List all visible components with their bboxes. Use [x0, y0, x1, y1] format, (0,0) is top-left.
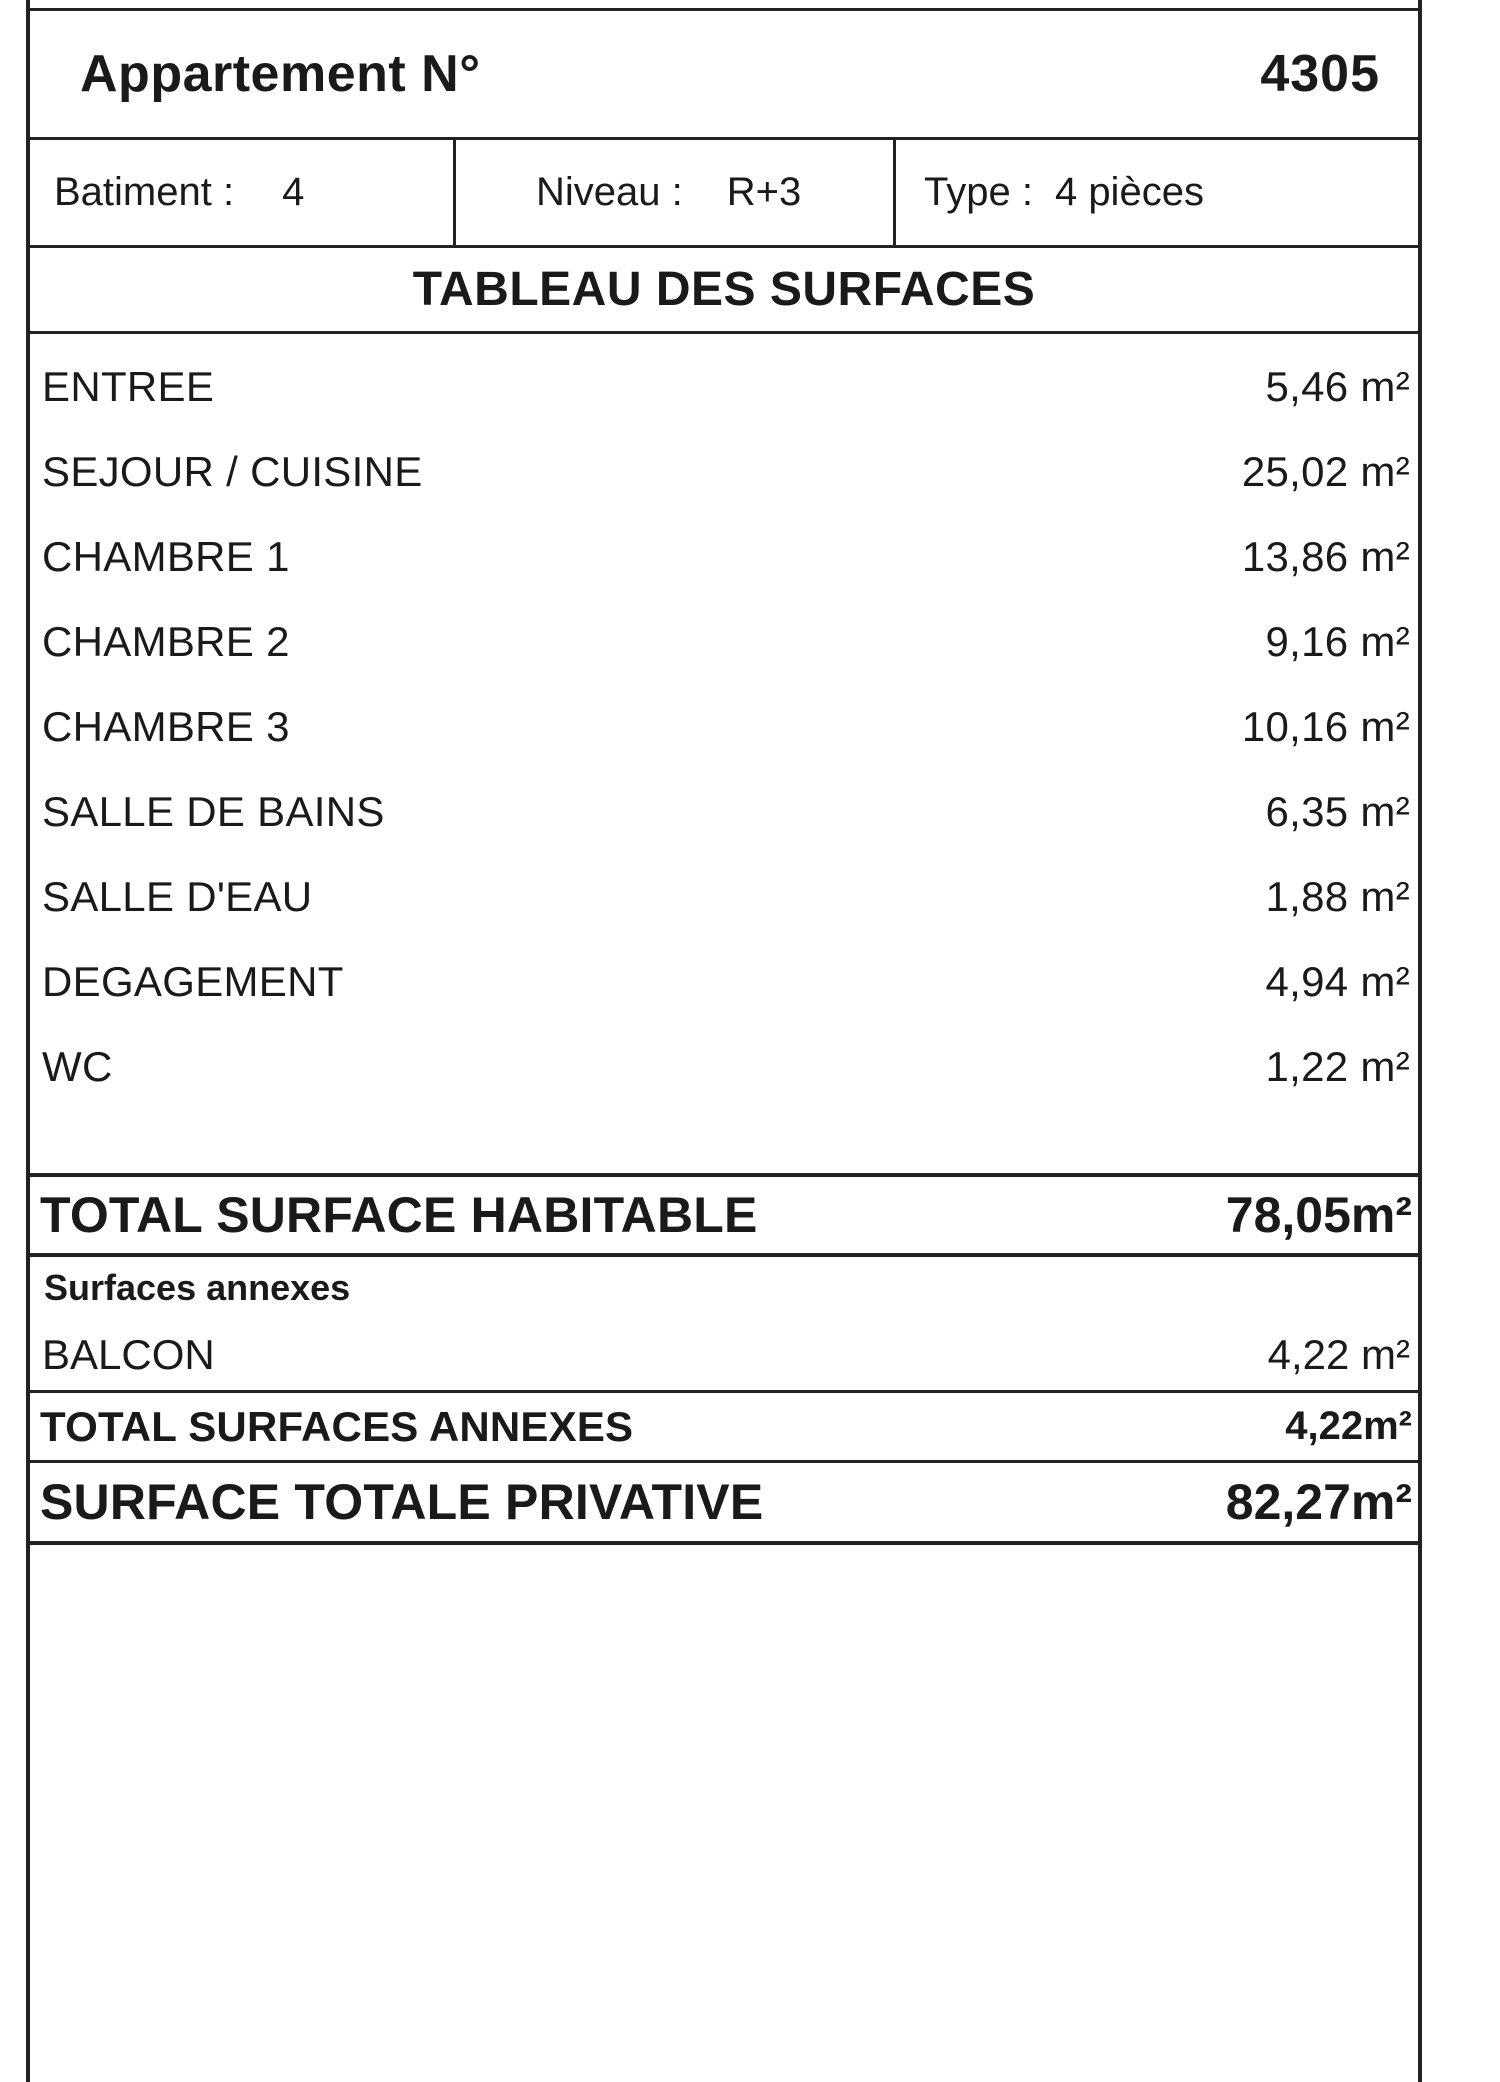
table-row	[26, 854, 1422, 939]
annex-area: 4,22 m²	[1267, 1330, 1410, 1378]
room-area: 5,46 m²	[1265, 362, 1410, 410]
type-value: 4 pièces	[1054, 170, 1204, 214]
total-habitable-value: 78,05m²	[1225, 1187, 1412, 1243]
annexes-total-value: 4,22m²	[1285, 1404, 1412, 1448]
table-row	[26, 344, 1422, 429]
room-name: CHAMBRE 3	[42, 702, 290, 750]
room-name: ENTREE	[42, 362, 215, 410]
room-name: CHAMBRE 2	[42, 617, 290, 665]
apartment-number: 4305	[1260, 45, 1380, 103]
table-row	[26, 514, 1422, 599]
total-habitable-row	[26, 1173, 1422, 1257]
section-title: TABLEAU DES SURFACES	[412, 263, 1036, 316]
grand-total-label: SURFACE TOTALE PRIVATIVE	[40, 1474, 764, 1530]
grand-total-row	[26, 1463, 1422, 1545]
building-label: Batiment :	[54, 170, 235, 214]
section-header-row	[26, 248, 1422, 334]
room-name: SEJOUR / CUISINE	[42, 447, 423, 495]
room-area: 10,16 m²	[1241, 702, 1410, 750]
room-area: 9,16 m²	[1265, 617, 1410, 665]
room-name: SALLE DE BAINS	[42, 787, 385, 835]
surface-table-sheet	[26, 0, 1422, 2082]
annexes-total-row	[26, 1393, 1422, 1463]
table-row	[26, 599, 1422, 684]
table-row	[26, 939, 1422, 1024]
table-row	[26, 429, 1422, 514]
room-area: 25,02 m²	[1241, 447, 1410, 495]
surfaces-table	[26, 8, 1422, 1845]
total-habitable-label: TOTAL SURFACE HABITABLE	[40, 1187, 758, 1243]
building-cell	[26, 140, 456, 245]
table-row	[26, 1319, 1422, 1393]
room-area: 13,86 m²	[1241, 532, 1410, 580]
annex-name: BALCON	[42, 1330, 215, 1378]
level-label: Niveau :	[536, 170, 683, 214]
type-label: Type :	[924, 170, 1033, 214]
apartment-label: Appartement N°	[80, 45, 481, 103]
room-name: DEGAGEMENT	[42, 957, 344, 1005]
annexes-heading: Surfaces annexes	[44, 1267, 351, 1308]
level-value: R+3	[726, 170, 802, 214]
room-name: WC	[42, 1042, 113, 1090]
apartment-title-row	[26, 8, 1422, 140]
room-name: SALLE D'EAU	[42, 872, 313, 920]
room-name: CHAMBRE 1	[42, 532, 290, 580]
empty-footer-area	[26, 1545, 1422, 1845]
row-spacer	[26, 1109, 1422, 1165]
grand-total-value: 82,27m²	[1225, 1474, 1412, 1530]
building-value: 4	[282, 170, 305, 214]
room-area: 1,88 m²	[1265, 872, 1410, 920]
room-area: 4,94 m²	[1265, 957, 1410, 1005]
room-area: 1,22 m²	[1265, 1042, 1410, 1090]
type-cell	[896, 140, 1422, 245]
table-row	[26, 684, 1422, 769]
room-list	[26, 334, 1422, 1173]
room-area: 6,35 m²	[1265, 787, 1410, 835]
level-cell	[456, 140, 896, 245]
annexes-total-label: TOTAL SURFACES ANNEXES	[40, 1402, 634, 1450]
table-row	[26, 769, 1422, 854]
annexes-heading-row	[26, 1257, 1422, 1319]
apartment-info-row	[26, 140, 1422, 248]
table-row	[26, 1024, 1422, 1109]
